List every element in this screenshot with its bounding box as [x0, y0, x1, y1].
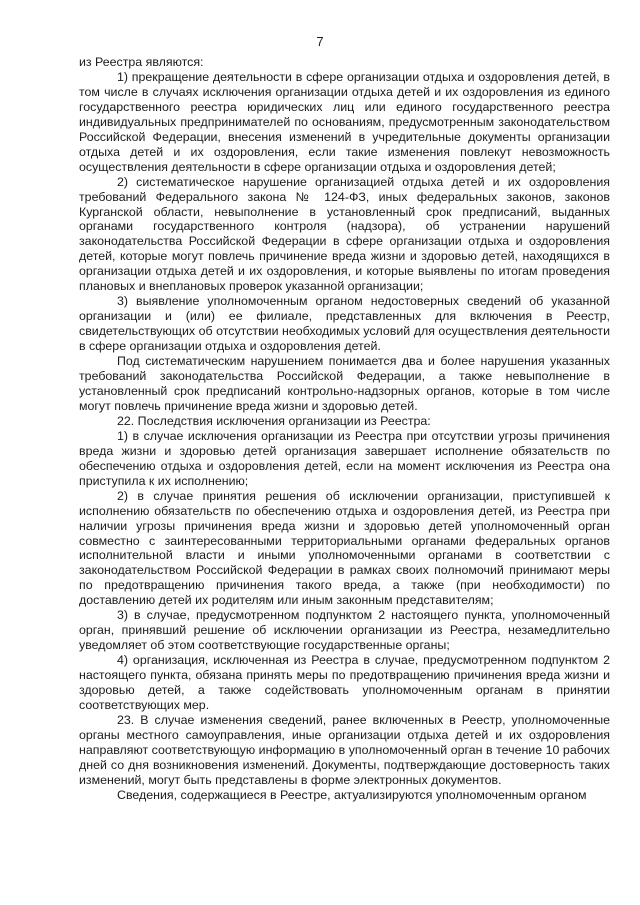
- paragraph-section-23: 23. В случае изменения сведений, ранее включенных в Реестр, уполномоченные органы местного самоуправления, иные организации отдыха детей и их оздоровления направляют соответствующую информацию в уполномоченный орган в течение 10 рабочих дней со дня возникновения изменений. Документы, подтверждающие достоверность таких изменений, могут быть представлены в форме электронных документов.: [79, 712, 610, 787]
- paragraph-definition: Под систематическим нарушением понимается два и более нарушения указанных требований законодательства Российской Федерации, а также невыполнение в установленный срок предписаний контрольно-надзорных органов, которые в том числе могут повлечь причинение вреда жизни и здоровью детей.: [79, 354, 610, 413]
- paragraph-section-22: 22. Последствия исключения организации из Реестра:: [117, 413, 431, 428]
- page-number: 7: [316, 34, 324, 49]
- paragraph-item-1: 1) прекращение деятельности в сфере организации отдыха и оздоровления детей, в том числе в случаях исключения организации отдыха детей и их оздоровления из единого государственного реестра юридических лиц или единого государственного реестра индивидуальных предпринимателей по основаниям, предусмотренным законодательством Российской Федерации, внесения изменений в учредительные документы организации отдыха детей и их оздоровления, если такие изменения повлекут невозможность осуществления деятельности в сфере организации отдыха и оздоровления детей;: [79, 69, 610, 174]
- paragraph-item-3: 3) выявление уполномоченным органом недостоверных сведений об указанной организации и (или) ее филиале, представленных для включения в Реестр, свидетельствующих об отсутствии необходимых условий для осуществления деятельности в сфере организации отдыха и оздоровления детей.: [79, 294, 610, 354]
- paragraph-22-item-4: 4) организация, исключенная из Реестра в случае, предусмотренном подпунктом 2 настоящего пункта, обязана принять меры по предотвращению причинения вреда жизни и здоровью детей, а также содействовать уполномоченным органам в принятии соответствующих мер.: [79, 653, 610, 712]
- paragraph-22-item-3: 3) в случае, предусмотренном подпунктом 2 настоящего пункта, уполномоченный орган, принявший решение об исключении организации из Реестра, незамедлительно уведомляет об этом соответствующие государственные органы;: [79, 608, 610, 653]
- paragraph-22-item-1: 1) в случае исключения организации из Реестра при отсутствии угрозы причинения вреда жизни и здоровью детей организация завершает исполнение обязательств по обеспечению отдыха и оздоровления детей, если на момент исключения из Реестра она приступила к их исполнению;: [79, 428, 610, 488]
- document-body: [79, 55, 610, 803]
- paragraph-item-2: 2) систематическое нарушение организацией отдыха детей и их оздоровления требований Федерального закона № 124-ФЗ, иных федеральных законов, законов Курганской области, невыполнение в установленный срок предписаний, выданных органами государственного контроля (надзора), об устранении нарушений законодательства Российской Федерации в сфере организации отдыха и оздоровления детей, которые могут повлечь причинение вреда жизни и здоровью детей, находящихся в организации отдыха детей и их оздоровления, и которые выявлены по итогам проведения плановых и внеплановых проверок указанной организации;: [79, 174, 610, 294]
- paragraph-intro: из Реестра являются:: [79, 55, 204, 69]
- paragraph-last: Сведения, содержащиеся в Реестре, актуализируются уполномоченным органом: [117, 787, 587, 802]
- paragraph-22-item-2: 2) в случае принятия решения об исключении организации, приступившей к исполнению обязательств по обеспечению отдыха и оздоровления детей, из Реестра при наличии угрозы причинения вреда жизни и здоровью детей уполномоченный орган совместно с заинтересованными территориальными органами федеральных органов исполнительной власти и иными уполномоченными органами в соответствии с законодательством Российской Федерации в рамках своих полномочий принимают меры по предотвращению причинения такого вреда, а также (при необходимости) по доставлению детей их родителям или иным законным представителям;: [79, 488, 610, 608]
